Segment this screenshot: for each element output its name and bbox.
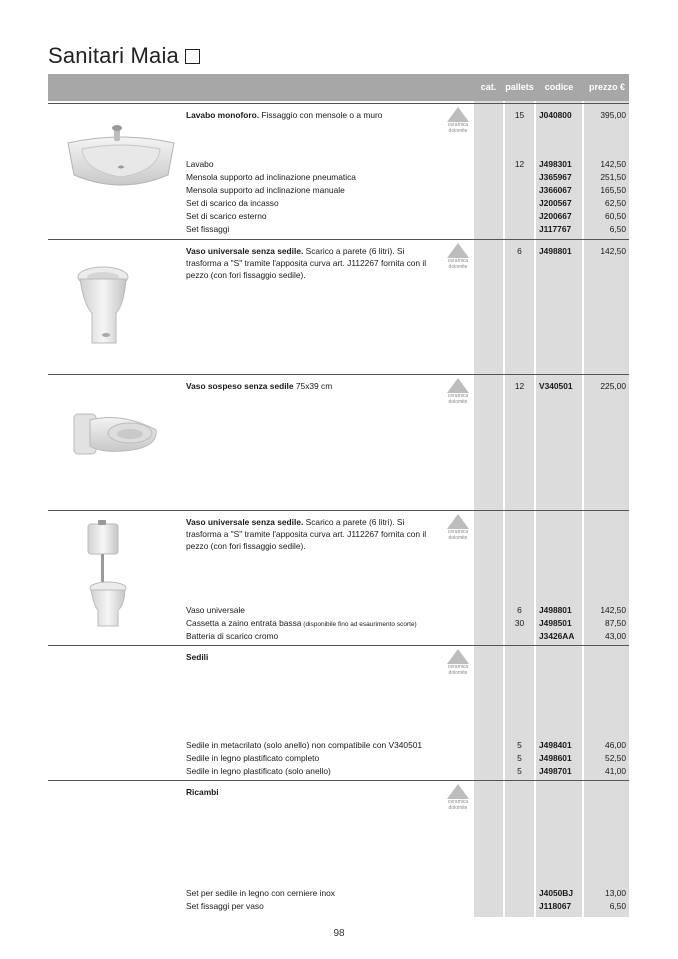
ceramica-dolomite-logo: ceramica dolomite [446,243,470,273]
header-pallets: pallets [505,82,534,92]
ceramica-dolomite-logo: ceramica dolomite [446,649,470,679]
pallets-value: 12 [514,159,525,169]
header-codice: codice [544,82,574,92]
codice-value: J117767 [539,224,572,234]
codice-value: J3426AA [539,631,575,641]
codice-value: J365967 [539,172,572,182]
prezzo-value: 62,50 [605,198,626,208]
item-label: Sedile in legno plastificato (solo anello) [186,766,331,776]
codice-value: J4050BJ [539,888,573,898]
codice-value: J200567 [539,198,572,208]
codice-value: J200667 [539,211,572,221]
prezzo-value: 142,50 [600,159,626,169]
ceramica-dolomite-logo: ceramica dolomite [446,378,470,408]
codice-value: J498601 [539,753,572,763]
title-square-icon [185,49,200,64]
pallets-value: 15 [514,110,525,120]
prezzo-value: 6,50 [609,901,626,911]
codice-value: J498401 [539,740,572,750]
item-label: Set di scarico da incasso [186,198,279,208]
item-label: Lavabo [186,159,214,169]
codice-value: J118067 [539,901,572,911]
pallets-value: 5 [517,753,522,763]
item-label: Cassetta a zaino entrata bassa (disponibile fino ad esaurimento scorte) [186,618,417,628]
section-description: Vaso sospeso senza sedile 75x39 cm [186,381,333,391]
section-description: Vaso universale senza sedile. Scarico a parete (6 litri). Si trasforma a "S" tramite l'apposita curva art. J112267 fornita con il pezzo (con fori fissaggio sedile). [186,517,427,551]
table-header [48,74,629,101]
toilet-with-cistern-image [84,520,128,630]
availability-note: (disponibile fino ad esaurimento scorte) [301,621,417,628]
prezzo-value: 225,00 [600,381,626,391]
codice-value: J498801 [539,605,572,615]
prezzo-value: 165,50 [600,185,626,195]
prezzo-value: 142,50 [600,605,626,615]
prezzo-value: 60,50 [605,211,626,221]
price-table [48,74,629,917]
section-sedili [48,645,629,780]
item-label: Sedile in legno plastificato completo [186,753,320,763]
pallets-value: 5 [517,766,522,776]
item-label: Set fissaggi per vaso [186,901,264,911]
prezzo-value: 41,00 [605,766,626,776]
pallets-value: 12 [514,381,525,391]
codice-value: J498801 [539,246,572,256]
section-ricambi [48,780,629,917]
prezzo-value: 251,50 [600,172,626,182]
codice-value: J498301 [539,159,572,169]
prezzo-value: 43,00 [605,631,626,641]
item-label: Batteria di scarico cromo [186,631,279,641]
ceramica-dolomite-logo: ceramica dolomite [446,107,470,137]
section-vaso-cassetta [48,510,629,645]
item-label: Set di scarico esterno [186,211,267,221]
prezzo-value: 142,50 [600,246,626,256]
section-description: Ricambi [186,787,219,797]
item-label: Set fissaggi [186,224,230,234]
ceramica-dolomite-logo: ceramica dolomite [446,514,470,544]
header-prezzo: prezzo € [588,82,625,92]
washbasin-image [62,123,180,195]
section-vaso-universale [48,239,629,374]
codice-value: J040800 [539,110,572,120]
item-label: Vaso universale [186,605,245,615]
codice-value: J498501 [539,618,572,628]
item-label: Mensola supporto ad inclinazione manuale [186,185,345,195]
page-number: 98 [333,928,345,939]
codice-value: J498701 [539,766,572,776]
page-title-text: Sanitari Maia [48,43,179,68]
prezzo-value: 6,50 [609,224,626,234]
codice-value: V340501 [539,381,573,391]
pallets-value: 6 [517,605,522,615]
wall-hung-toilet-image [72,406,160,468]
page-title [48,43,200,69]
section-description: Vaso universale senza sedile. Scarico a parete (6 litri). Si trasforma a "S" tramite l'apposita curva art. J112267 fornita con il pezzo (con fori fissaggio sedile). [186,246,427,280]
codice-value: J366067 [539,185,572,195]
pallets-value: 30 [514,618,525,628]
prezzo-value: 395,00 [600,110,626,120]
toilet-floor-image [76,265,130,347]
pallets-value: 5 [517,740,522,750]
item-label: Set per sedile in legno con cerniere inox [186,888,335,898]
section-description: Lavabo monoforo. Fissaggio con mensole o a muro [186,110,383,120]
item-label: Sedile in metacrilato (solo anello) non compatibile con V340501 [186,740,423,750]
prezzo-value: 52,50 [605,753,626,763]
pallets-value: 6 [517,246,522,256]
prezzo-value: 46,00 [605,740,626,750]
prezzo-value: 13,00 [605,888,626,898]
section-description: Sedili [186,652,209,662]
prezzo-value: 87,50 [605,618,626,628]
header-cat: cat. [480,82,497,92]
ceramica-dolomite-logo: ceramica dolomite [446,784,470,814]
section-vaso-sospeso [48,374,629,510]
item-label: Mensola supporto ad inclinazione pneumatica [186,172,356,182]
section-lavabo [48,103,629,239]
